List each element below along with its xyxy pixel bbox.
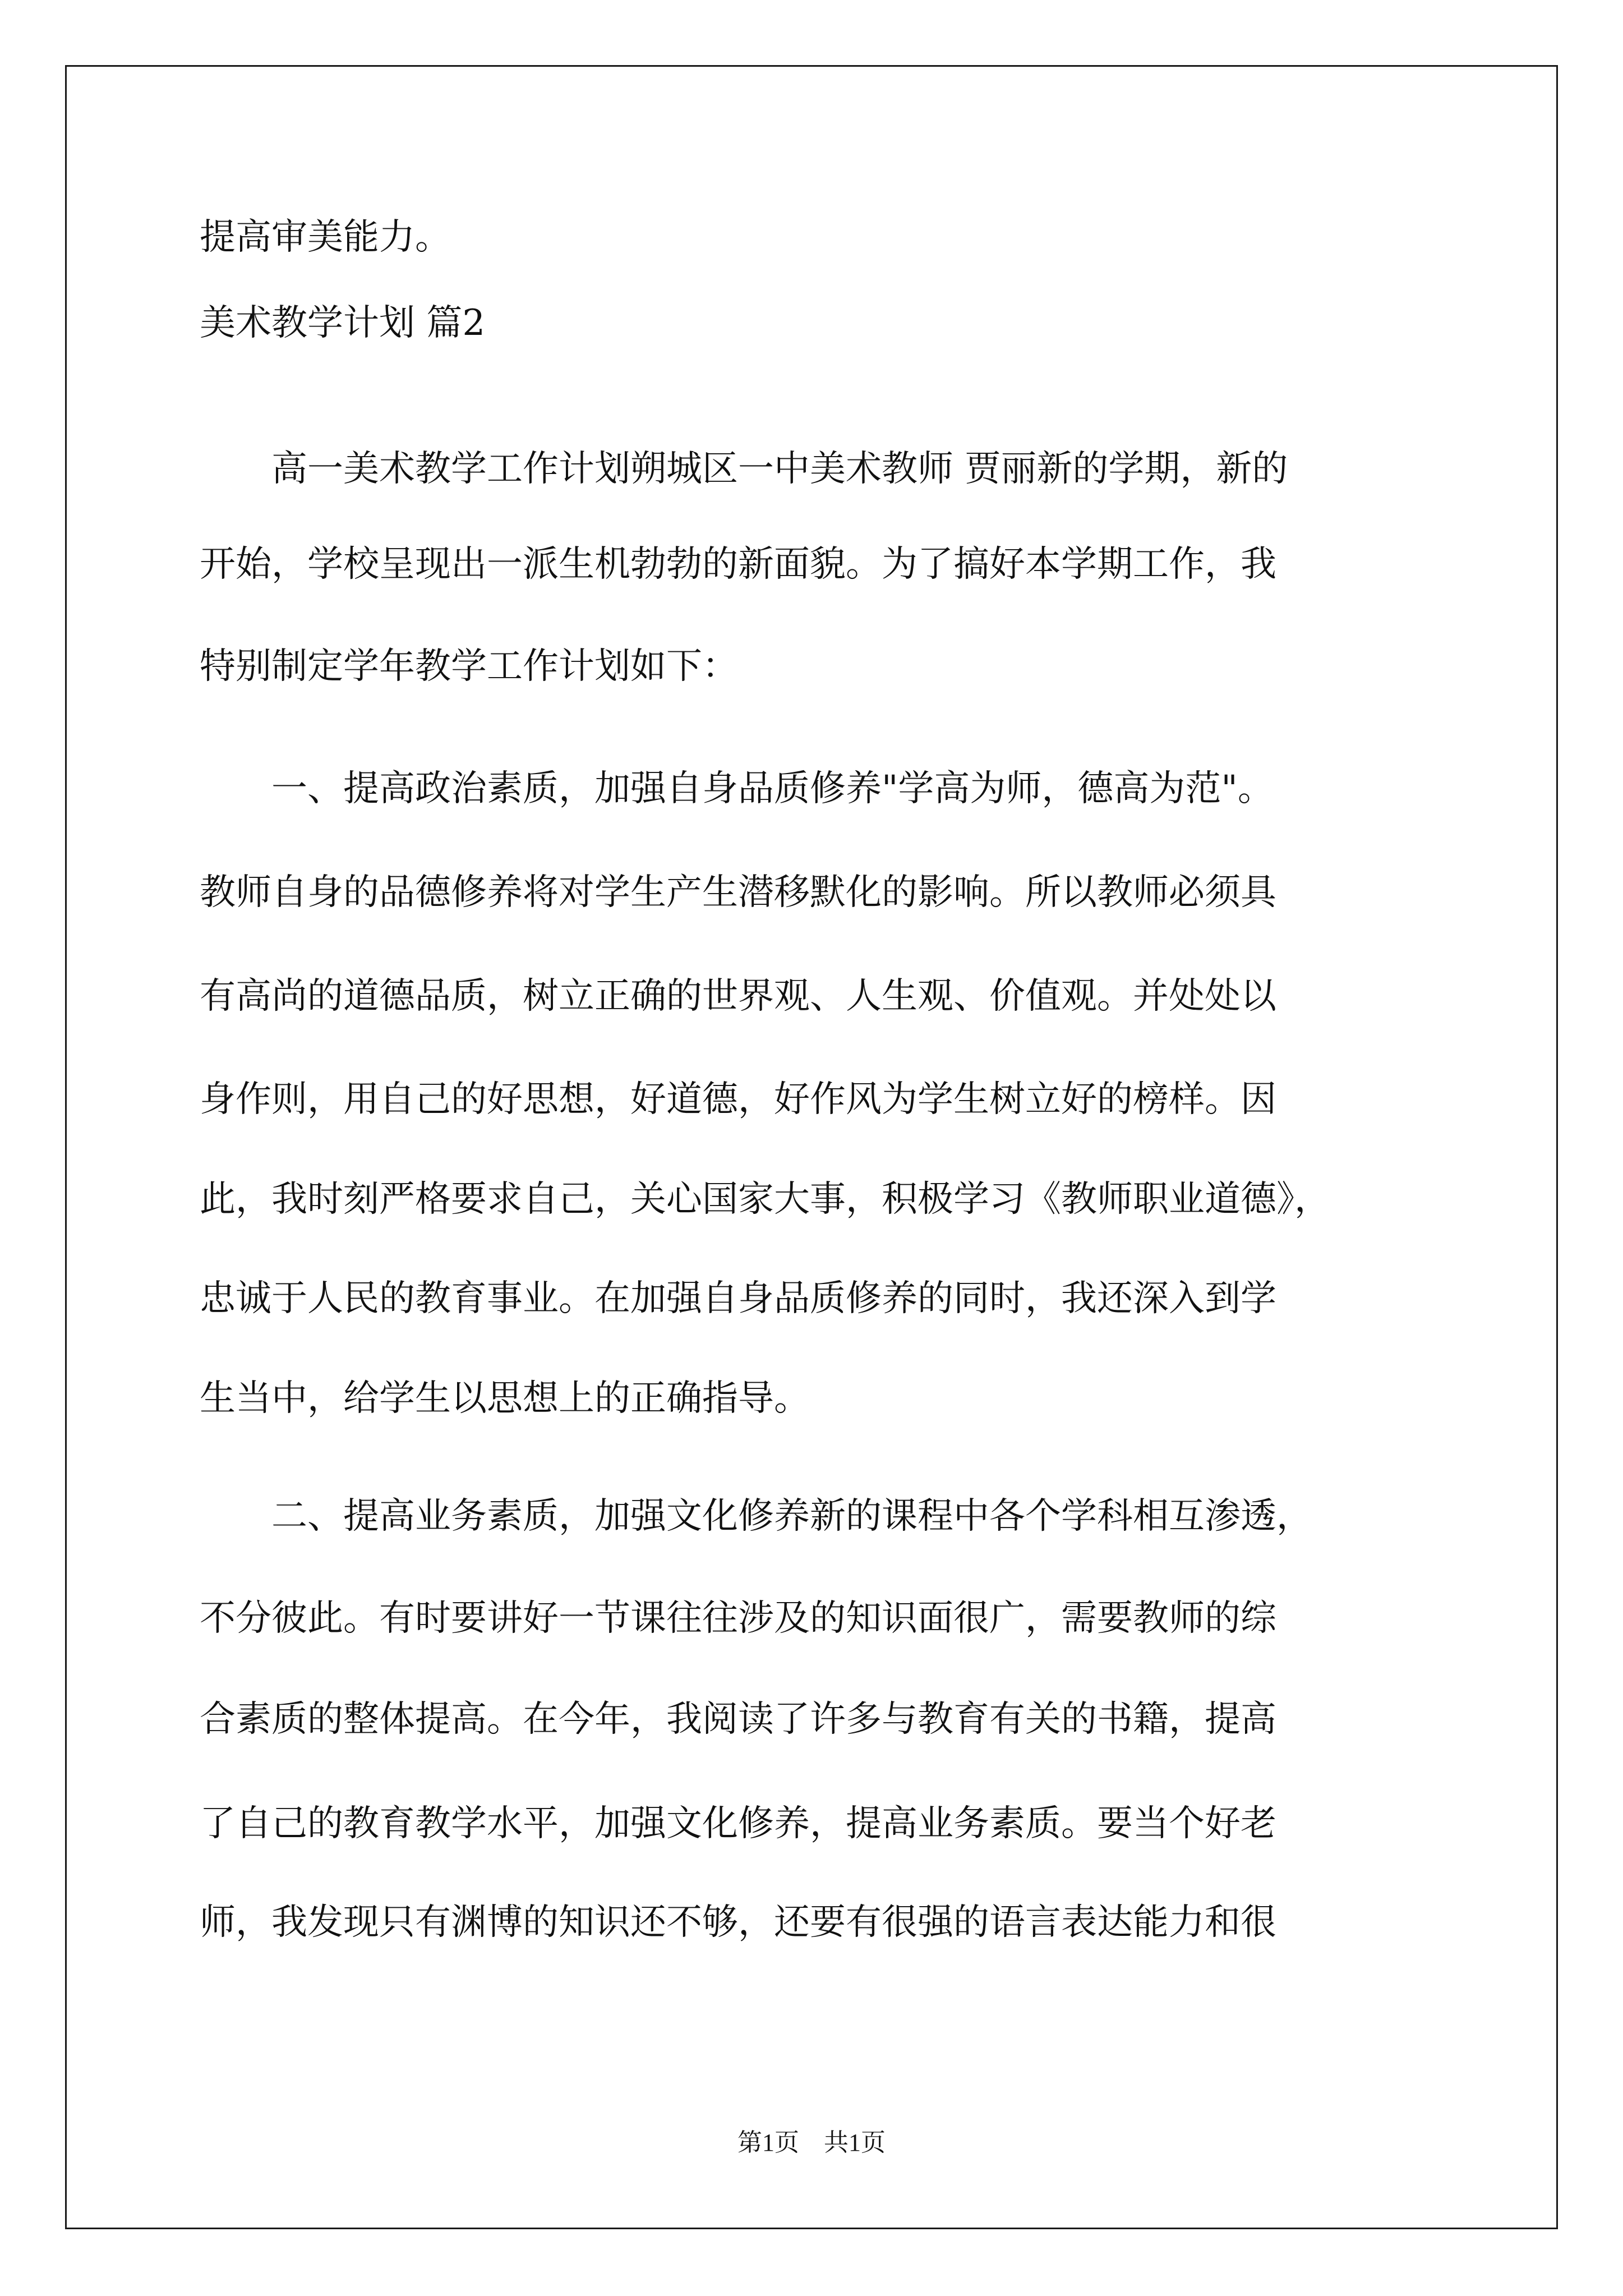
text-line: 教师自身的品德修养将对学生产生潜移默化的影响。所以教师必须具: [200, 872, 1276, 913]
text-line: 身作则，用自己的好思想，好道德，好作风为学生树立好的榜样。因: [200, 1079, 1276, 1120]
text-line: 生当中，给学生以思想上的正确指导。: [200, 1378, 810, 1419]
text-line: 开始，学校呈现出一派生机勃勃的新面貌。为了搞好本学期工作，我: [200, 544, 1276, 585]
text-line: 特别制定学年教学工作计划如下：: [200, 646, 738, 687]
page-number-footer: 第1页 共1页: [737, 2129, 886, 2156]
text-line: 不分彼此。有时要讲好一节课往往涉及的知识面很广，需要教师的综: [200, 1598, 1276, 1639]
text-line: 提高审美能力。: [200, 217, 451, 258]
text-line: 二、提高业务素质，加强文化修养新的课程中各个学科相互渗透，: [200, 1496, 1312, 1537]
text-line: 一、提高政治素质，加强自身品质修养"学高为师，德高为范"。: [200, 768, 1274, 809]
text-line: 此，我时刻严格要求自己，关心国家大事，积极学习《教师职业道德》，: [200, 1179, 1330, 1220]
text-line: 高一美术教学工作计划朔城区一中美术教师 贾丽新的学期，新的: [200, 448, 1288, 490]
text-line: 忠诚于人民的教育事业。在加强自身品质修养的同时，我还深入到学: [200, 1278, 1276, 1319]
text-line: 了自己的教育教学水平，加强文化修养，提高业务素质。要当个好老: [200, 1803, 1276, 1844]
section-heading: 美术教学计划 篇2: [200, 302, 486, 344]
text-line: 有高尚的道德品质，树立正确的世界观、人生观、价值观。并处处以: [200, 976, 1276, 1017]
text-line: 师，我发现只有渊博的知识还不够，还要有很强的语言表达能力和很: [200, 1902, 1276, 1943]
text-line: 合素质的整体提高。在今年，我阅读了许多与教育有关的书籍，提高: [200, 1699, 1276, 1740]
